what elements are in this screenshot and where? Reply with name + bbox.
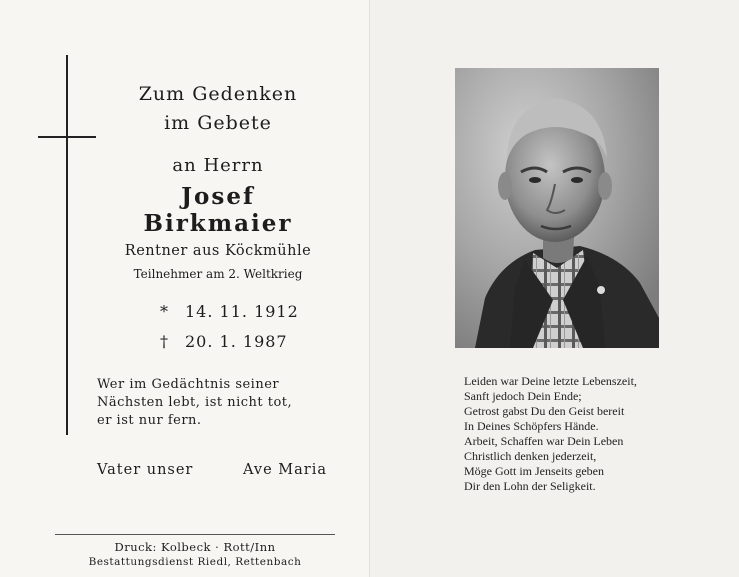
poem-line: Arbeit, Schaffen war Dein Leben (464, 434, 624, 448)
poem-line: Sanft jedoch Dein Ende; (464, 389, 582, 403)
prayer-vater-unser: Vater unser (97, 462, 194, 478)
heading-line-2: im Gebete (164, 112, 272, 134)
cross-vertical-bar (66, 55, 68, 435)
heading-line-1: Zum Gedenken (138, 83, 298, 105)
poem-line: Möge Gott im Jenseits geben (464, 464, 604, 478)
cross-horizontal-bar (38, 136, 96, 138)
poem-line: Christlich denken jederzeit, (464, 449, 597, 463)
portrait-illustration (455, 68, 659, 348)
funeral-service-credit: Bestattungsdienst Riedl, Rettenbach (88, 556, 302, 568)
portrait-photo (455, 68, 659, 348)
prayer-ave-maria: Ave Maria (243, 462, 327, 478)
first-name: Josef (181, 183, 255, 210)
death-date: 20. 1. 1987 (185, 332, 288, 351)
birth-date: 14. 11. 1912 (185, 302, 299, 321)
occupation: Rentner aus Köckmühle (124, 243, 312, 259)
war-note: Teilnehmer am 2. Weltkrieg (133, 267, 303, 281)
poem-line: Leiden war Deine letzte Lebenszeit, (464, 374, 637, 388)
salutation: an Herrn (172, 155, 264, 176)
birth-star-icon: * (160, 302, 168, 321)
quote-line: Nächsten lebt, ist nicht tot, (97, 395, 293, 410)
last-name: Birkmaier (143, 210, 293, 237)
poem-line: Dir den Lohn der Seligkeit. (464, 479, 596, 493)
poem-line: In Deines Schöpfers Hände. (464, 419, 599, 433)
printer-credit: Druck: Kolbeck · Rott/Inn (114, 540, 276, 554)
quote-line: Wer im Gedächtnis seiner (97, 377, 280, 392)
footer-divider (55, 534, 335, 535)
poem-line: Getrost gabst Du den Geist bereit (464, 404, 625, 418)
quote-line: er ist nur fern. (97, 413, 202, 428)
death-cross-icon: † (160, 332, 168, 351)
